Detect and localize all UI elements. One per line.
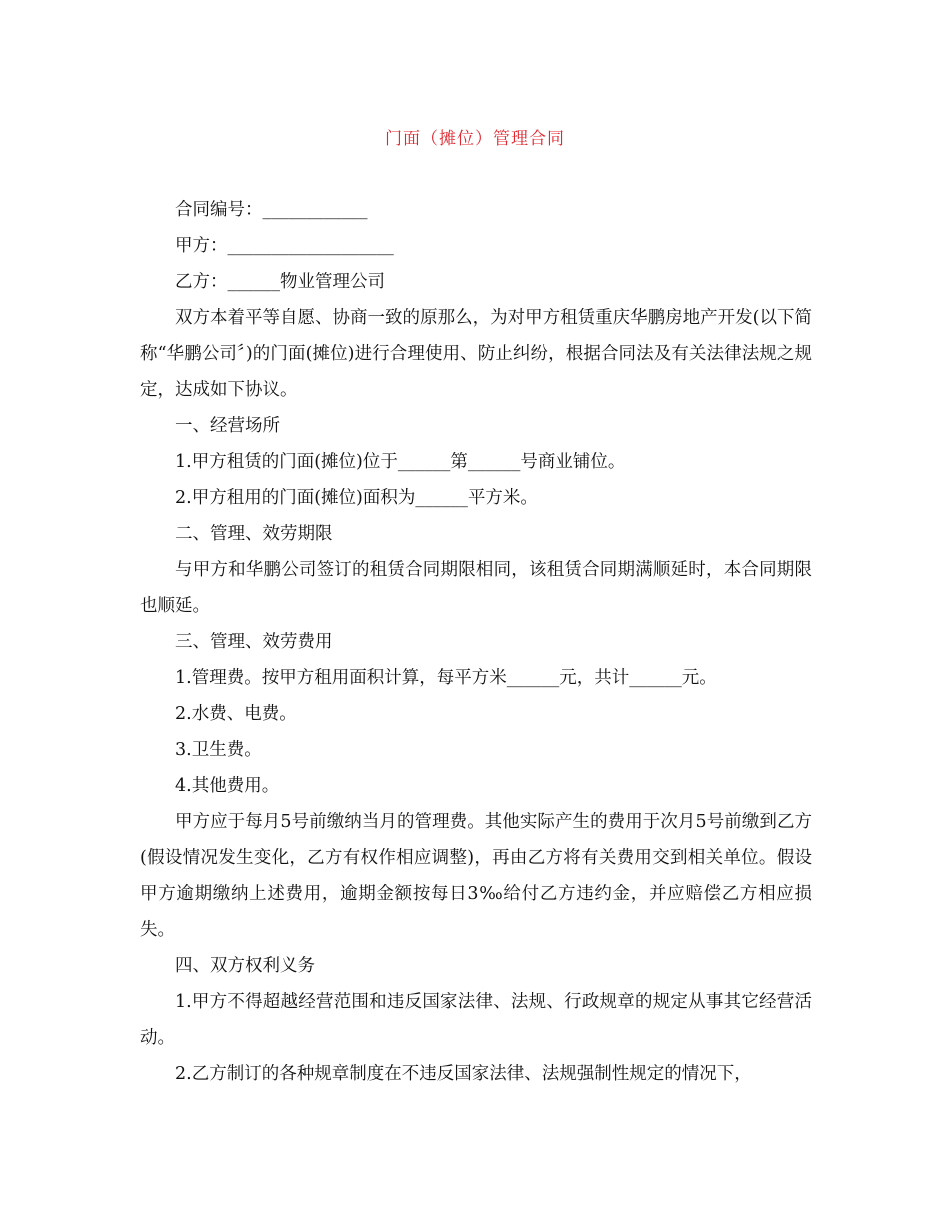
document-body <box>140 192 812 1092</box>
section-heading-term: 二、管理、效劳期限 <box>175 524 333 544</box>
paragraph-contract-number: 合同编号：____________ <box>175 200 368 220</box>
section-heading-premises: 一、经营场所 <box>175 416 280 436</box>
paragraph-party-b: 乙方：______物业管理公司 <box>175 272 385 292</box>
clause-1-1: 1.甲方租赁的门面(摊位)位于______第______号商业铺位。 <box>175 452 626 472</box>
clause-3-4: 4.其他费用。 <box>175 776 280 796</box>
clause-3-payment: 甲方应于每月5号前缴纳当月的管理费。其他实际产生的费用于次月5号前缴到乙方(假设情况发生变化，乙方有权作相应调整)，再由乙方将有关费用交到相关单位。假设甲方逾期缴纳上述费用，逾期金额按每日3‰给付乙方违约金，并应赔偿乙方相应损失。 <box>140 812 812 940</box>
clause-1-2: 2.甲方租用的门面(摊位)面积为______平方米。 <box>175 488 538 508</box>
clause-3-2: 2.水费、电费。 <box>175 704 297 724</box>
clause-4-1: 1.甲方不得超越经营范围和违反国家法律、法规、行政规章的规定从事其它经营活动。 <box>140 992 812 1048</box>
clause-3-3: 3.卫生费。 <box>175 740 262 760</box>
paragraph-preamble: 双方本着平等自愿、协商一致的原那么，为对甲方租赁重庆华鹏房地产开发(以下简称“华鹏公司〞)的门面(摊位)进行合理使用、防止纠纷，根据合同法及有关法律法规之规定，达成如下协议。 <box>140 308 812 400</box>
section-heading-fees: 三、管理、效劳费用 <box>175 632 333 652</box>
clause-2: 与甲方和华鹏公司签订的租赁合同期限相同，该租赁合同期满顺延时，本合同期限也顺延。 <box>140 560 812 616</box>
clause-4-2: 2.乙方制订的各种规章制度在不违反国家法律、法规强制性规定的情况下， <box>175 1064 752 1084</box>
paragraph-party-a: 甲方：___________________ <box>175 236 394 256</box>
document-title: 门面（摊位）管理合同 <box>385 129 565 149</box>
clause-3-1: 1.管理费。按甲方租用面积计算，每平方米______元，共计______元。 <box>175 668 717 688</box>
section-heading-rights: 四、双方权利义务 <box>175 956 315 976</box>
